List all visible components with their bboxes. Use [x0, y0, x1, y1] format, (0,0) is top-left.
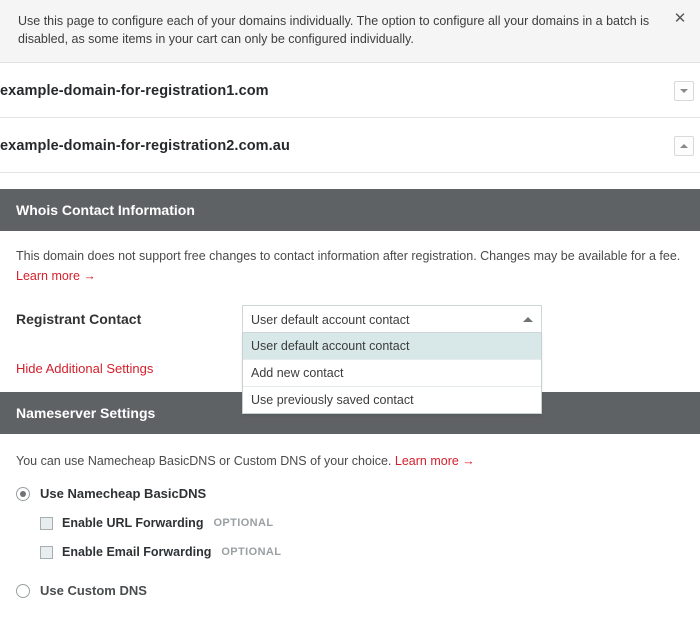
chevron-down-glyph — [680, 89, 688, 93]
dropdown-option-user-default[interactable]: User default account contact — [243, 333, 541, 360]
checkbox-url-forwarding-icon[interactable] — [40, 517, 53, 530]
optional-badge-url-forwarding: OPTIONAL — [213, 517, 274, 529]
whois-info-text: This domain does not support free changes to contact information after registration. Changes may be available for a fee. — [16, 249, 681, 263]
domain-name-2: example-domain-for-registration2.com.au — [0, 138, 290, 154]
optional-badge-email-forwarding: OPTIONAL — [221, 546, 282, 558]
radio-custom-dns-label: Use Custom DNS — [40, 583, 147, 598]
radio-basicdns-icon[interactable] — [16, 487, 30, 501]
info-notice-text: Use this page to configure each of your domains individually. The option to configure all your domains in a batch is disabled, as some items in your cart can only be configured individually. — [18, 14, 650, 46]
domain-row-2[interactable] — [0, 118, 700, 173]
checkbox-email-forwarding-icon[interactable] — [40, 546, 53, 559]
chevron-up-glyph — [680, 144, 688, 148]
registrant-contact-label: Registrant Contact — [16, 311, 142, 327]
radio-custom-dns-icon[interactable] — [16, 584, 30, 598]
nameserver-info-prefix: You can use Namecheap BasicDNS or Custom DNS of your choice. — [16, 454, 392, 468]
chevron-up-icon — [523, 317, 533, 322]
whois-section-header: Whois Contact Information — [0, 189, 700, 231]
checkbox-email-forwarding-label: Enable Email Forwarding — [62, 545, 212, 559]
checkbox-row-url-forwarding[interactable] — [16, 516, 684, 530]
spacer — [16, 559, 684, 567]
registrant-contact-select-wrap — [242, 305, 542, 407]
whois-section-body — [0, 231, 700, 407]
registrant-contact-select-value: User default account contact — [251, 313, 410, 327]
radio-row-basicdns[interactable] — [16, 486, 684, 501]
dropdown-option-add-new[interactable]: Add new contact — [243, 360, 541, 387]
domain-row-1[interactable] — [0, 63, 700, 118]
nameserver-section-header: Nameserver Settings — [0, 392, 700, 434]
dropdown-option-previously-saved[interactable]: Use previously saved contact — [251, 393, 414, 407]
close-icon[interactable]: ✕ — [673, 9, 687, 27]
domain-name-1: example-domain-for-registration1.com — [0, 83, 269, 99]
nameserver-info-text — [16, 452, 684, 470]
info-notice — [0, 0, 700, 63]
whois-learn-more-link[interactable]: Learn more → — [16, 269, 96, 283]
radio-row-custom-dns[interactable] — [16, 583, 684, 598]
radio-basicdns-label: Use Namecheap BasicDNS — [40, 486, 207, 501]
nameserver-learn-more-link[interactable]: Learn more → — [394, 454, 475, 468]
nameserver-section-body — [0, 434, 700, 598]
checkbox-url-forwarding-label: Enable URL Forwarding — [62, 516, 204, 530]
registrant-contact-select[interactable] — [242, 305, 542, 333]
chevron-up-icon[interactable] — [674, 136, 694, 156]
hide-additional-settings-link[interactable]: Hide Additional Settings — [16, 361, 154, 376]
chevron-down-icon[interactable] — [674, 81, 694, 101]
checkbox-row-email-forwarding[interactable] — [16, 545, 684, 559]
registrant-contact-dropdown — [242, 333, 542, 414]
